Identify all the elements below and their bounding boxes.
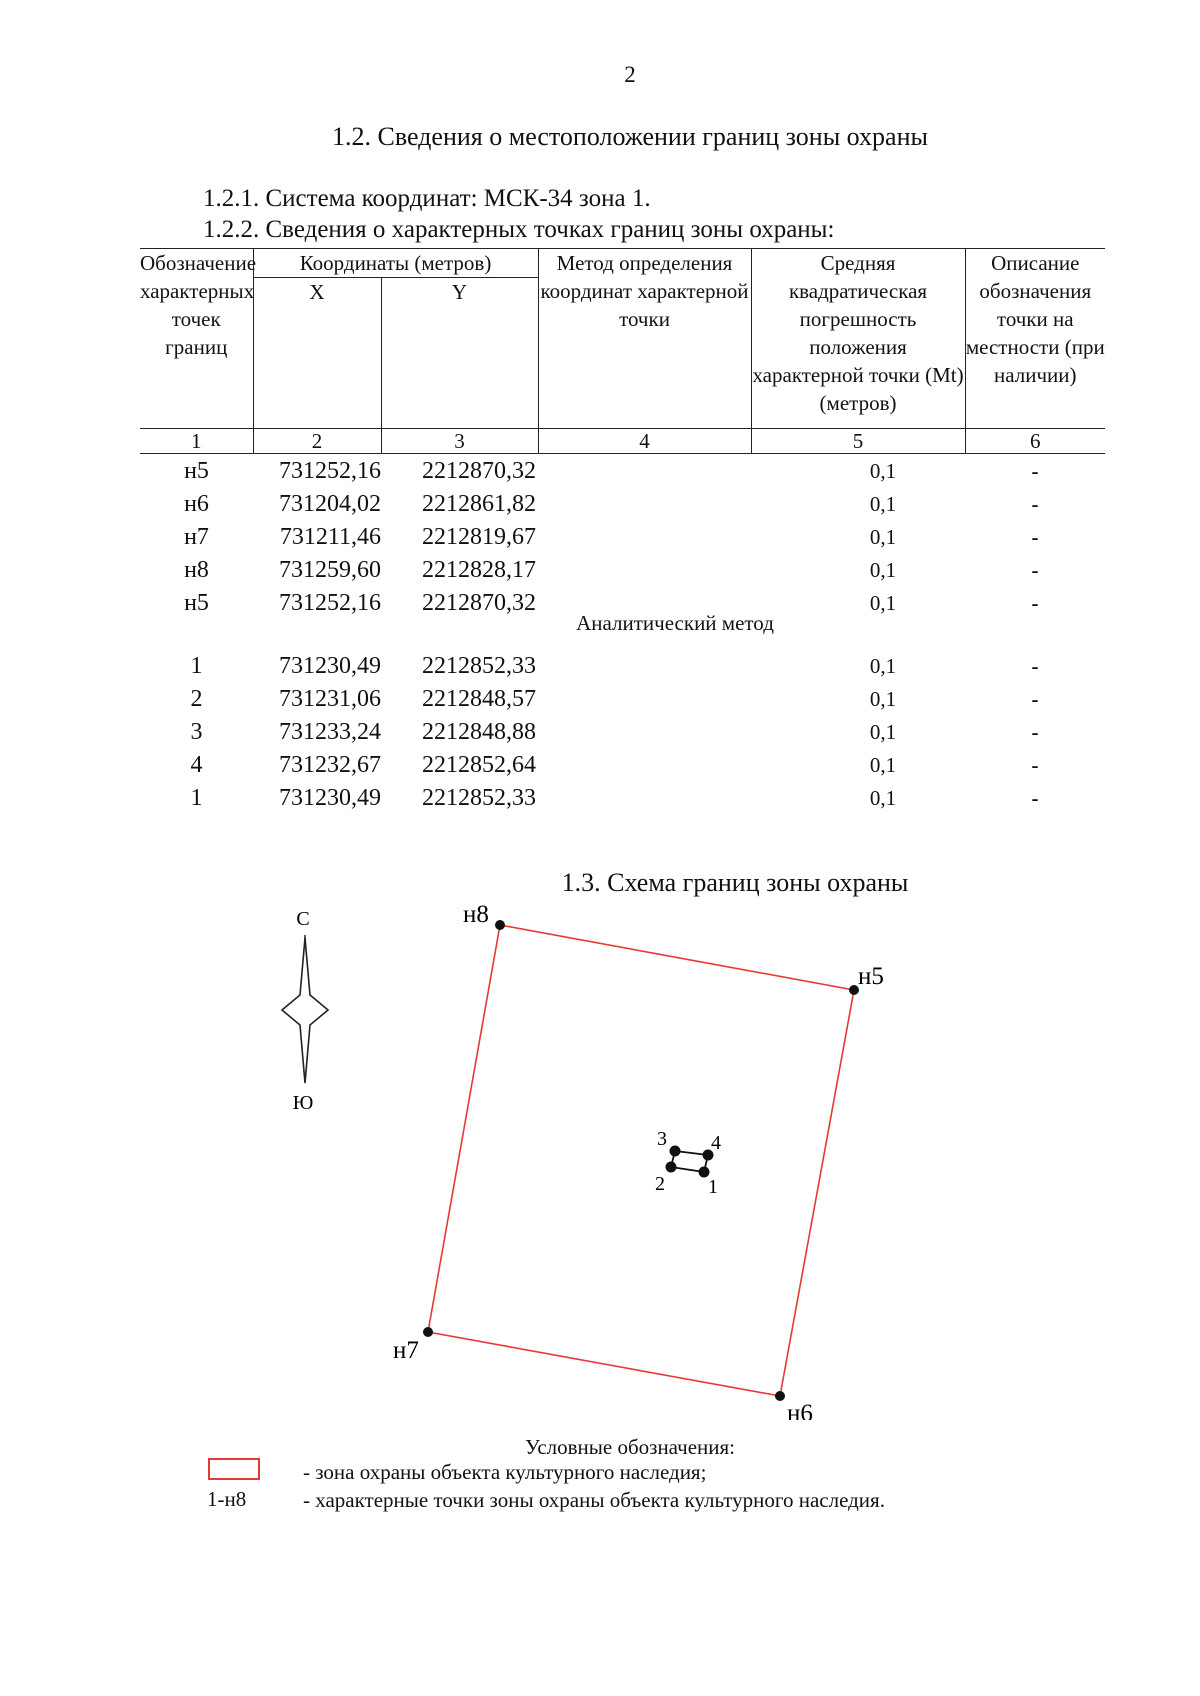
table-row <box>140 649 1105 682</box>
column-number: 1 <box>140 429 253 454</box>
x-value: 731259,60 <box>279 556 381 583</box>
table-row <box>140 520 1105 553</box>
header-point-designation: Обозначение характерных точек границ <box>140 249 253 429</box>
description-value: - <box>1031 458 1039 483</box>
section-title: 1.2. Сведения о местоположении границ зоны охраны <box>332 122 928 151</box>
table-row <box>140 715 1105 748</box>
point-label-n5: н5 <box>858 963 884 990</box>
compass-north-label: С <box>296 908 310 930</box>
point-name: 1 <box>190 652 203 679</box>
x-value: 731231,06 <box>279 685 381 712</box>
accuracy-value: 0,1 <box>869 752 897 777</box>
x-value: 731233,24 <box>279 718 381 745</box>
table-row <box>140 487 1105 520</box>
header-description: Описание обозначения точки на местности (при наличии) <box>965 249 1105 429</box>
y-value: 2212848,57 <box>422 685 537 712</box>
legend-title: Условные обозначения: <box>524 1435 736 1459</box>
compass-icon <box>282 935 328 1083</box>
boundary-point-marker <box>495 920 505 930</box>
boundary-point-marker <box>423 1327 433 1337</box>
column-number: 2 <box>253 429 381 454</box>
points-heading: 1.2.2. Сведения о характерных точках границ зоны охраны: <box>203 216 835 243</box>
point-label-n6: н6 <box>787 1400 813 1420</box>
x-value: 731252,16 <box>279 457 381 484</box>
description-value: - <box>1031 557 1039 582</box>
accuracy-value: 0,1 <box>869 719 897 744</box>
table-row <box>140 781 1105 814</box>
description-value: - <box>1031 719 1039 744</box>
column-number: 4 <box>538 429 751 454</box>
y-value: 2212870,32 <box>422 589 537 616</box>
y-value: 2212861,82 <box>422 490 537 517</box>
point-name: н7 <box>184 523 209 550</box>
point-name: 4 <box>190 751 203 778</box>
column-number: 6 <box>965 429 1105 454</box>
table-row <box>140 454 1105 488</box>
boundary-point-marker <box>775 1391 785 1401</box>
y-value: 2212852,64 <box>422 751 537 778</box>
accuracy-value: 0,1 <box>869 590 897 615</box>
point-label-n8: н8 <box>463 901 489 928</box>
accuracy-value: 0,1 <box>869 524 897 549</box>
coordinates-table <box>140 248 1105 814</box>
scheme-title: 1.3. Схема границ зоны охраны <box>561 868 909 897</box>
column-number: 5 <box>751 429 965 454</box>
description-value: - <box>1031 785 1039 810</box>
protection-zone-boundary <box>428 925 854 1396</box>
column-number: 3 <box>381 429 538 454</box>
legend-points-label: - характерные точки зоны охраны объекта культурного наследия. <box>303 1488 885 1512</box>
description-value: - <box>1031 752 1039 777</box>
x-value: 731230,49 <box>279 652 381 679</box>
point-name: 2 <box>190 685 203 712</box>
compass-south-label: Ю <box>292 1092 314 1114</box>
legend-zone-swatch <box>208 1458 260 1480</box>
x-value: 731252,16 <box>279 589 381 616</box>
point-name: н6 <box>184 490 209 517</box>
header-method: Метод определения координат характерной точки <box>538 249 751 429</box>
point-label-n7: н7 <box>393 1337 419 1364</box>
object-point-label: 2 <box>655 1173 665 1195</box>
accuracy-value: 0,1 <box>869 458 897 483</box>
legend-point-code: 1-н8 <box>207 1487 247 1511</box>
point-name: н8 <box>184 556 209 583</box>
table-row <box>140 553 1105 586</box>
object-point-label: 4 <box>711 1132 721 1154</box>
y-value: 2212852,33 <box>422 652 537 679</box>
point-name: 1 <box>190 784 203 811</box>
object-point-label: 1 <box>708 1176 718 1198</box>
table-row <box>140 682 1105 715</box>
header-x: X <box>253 278 381 429</box>
point-name: 3 <box>190 718 203 745</box>
table-row <box>140 748 1105 781</box>
y-value: 2212819,67 <box>422 523 537 550</box>
object-point-marker <box>666 1162 677 1173</box>
y-value: 2212852,33 <box>422 784 537 811</box>
object-point-marker <box>670 1146 681 1157</box>
accuracy-value: 0,1 <box>869 653 897 678</box>
description-value: - <box>1031 491 1039 516</box>
page-number: 2 <box>624 62 636 87</box>
x-value: 731204,02 <box>279 490 381 517</box>
y-value: 2212870,32 <box>422 457 537 484</box>
coordinate-system-line: 1.2.1. Система координат: МСК-34 зона 1. <box>203 185 651 212</box>
x-value: 731211,46 <box>279 523 381 550</box>
method-value: Аналитический метод <box>576 611 774 635</box>
description-value: - <box>1031 590 1039 615</box>
x-value: 731232,67 <box>279 751 381 778</box>
accuracy-value: 0,1 <box>869 785 897 810</box>
description-value: - <box>1031 524 1039 549</box>
y-value: 2212828,17 <box>422 556 537 583</box>
description-value: - <box>1031 686 1039 711</box>
legend-zone-label: - зона охраны объекта культурного наследия; <box>303 1460 707 1484</box>
point-name: н5 <box>184 589 209 616</box>
description-value: - <box>1031 653 1039 678</box>
header-y: Y <box>381 278 538 429</box>
point-name: н5 <box>184 457 209 484</box>
x-value: 731230,49 <box>279 784 381 811</box>
accuracy-value: 0,1 <box>869 686 897 711</box>
header-coordinates: Координаты (метров) <box>253 249 538 278</box>
accuracy-value: 0,1 <box>869 491 897 516</box>
header-accuracy: Средняя квадратическая погрешность положения характерной точки (Mt) (метров) <box>751 249 965 429</box>
boundary-scheme <box>0 880 1200 1420</box>
y-value: 2212848,88 <box>422 718 537 745</box>
object-point-label: 3 <box>657 1128 667 1150</box>
accuracy-value: 0,1 <box>869 557 897 582</box>
